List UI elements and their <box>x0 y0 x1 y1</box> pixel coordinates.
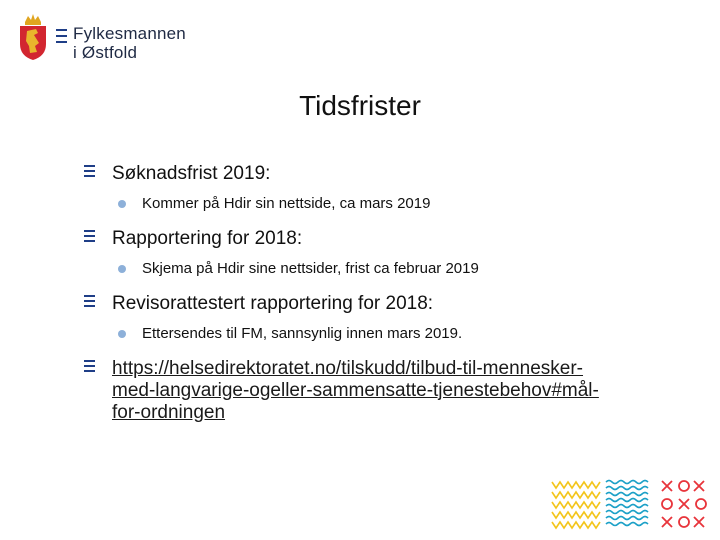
sub-item <box>84 195 644 213</box>
bullet-lines-icon <box>84 360 95 375</box>
bullet-list <box>84 163 644 436</box>
bullet-lines-icon <box>84 165 95 180</box>
logo-title: Fylkesmannen <box>73 24 186 43</box>
red-cross-circle-pattern <box>662 481 706 527</box>
teal-wave-pattern <box>606 481 648 526</box>
item-text: Revisorattestert rapportering for 2018: <box>112 293 434 314</box>
link-line: med-langvarige-ogeller-sammensatte-tjenestebehov#mål- <box>112 380 599 401</box>
helsedirektoratet-link[interactable] <box>112 358 599 423</box>
three-lines-icon <box>56 29 67 47</box>
logo <box>18 13 186 62</box>
bullet-lines-icon <box>84 230 95 245</box>
item-text: Rapportering for 2018: <box>112 228 303 249</box>
sub-item-text: Skjema på Hdir sine nettsider, frist ca februar 2019 <box>142 260 479 277</box>
coat-of-arms-icon <box>18 13 48 61</box>
bullet-lines-icon <box>84 295 95 310</box>
list-item <box>84 293 644 315</box>
decorative-pattern <box>550 478 710 530</box>
link-line: https://helsedirektoratet.no/tilskudd/tilbud-til-mennesker- <box>112 358 584 379</box>
yellow-zigzag-pattern <box>552 482 600 528</box>
list-item <box>84 358 644 424</box>
sub-item <box>84 260 644 278</box>
bullet-dot-icon <box>118 200 126 208</box>
item-text: Søknadsfrist 2019: <box>112 163 271 184</box>
sub-item <box>84 325 644 343</box>
link-line: for-ordningen <box>112 402 226 423</box>
sub-item-text: Ettersendes til FM, sannsynlig innen mars 2019. <box>142 325 463 342</box>
bullet-dot-icon <box>118 265 126 273</box>
sub-item-text: Kommer på Hdir sin nettside, ca mars 2019 <box>142 195 431 212</box>
bullet-dot-icon <box>118 330 126 338</box>
slide-title: Tidsfrister <box>299 90 421 121</box>
list-item <box>84 228 644 250</box>
list-item <box>84 163 644 185</box>
logo-subtitle: i Østfold <box>73 43 138 62</box>
